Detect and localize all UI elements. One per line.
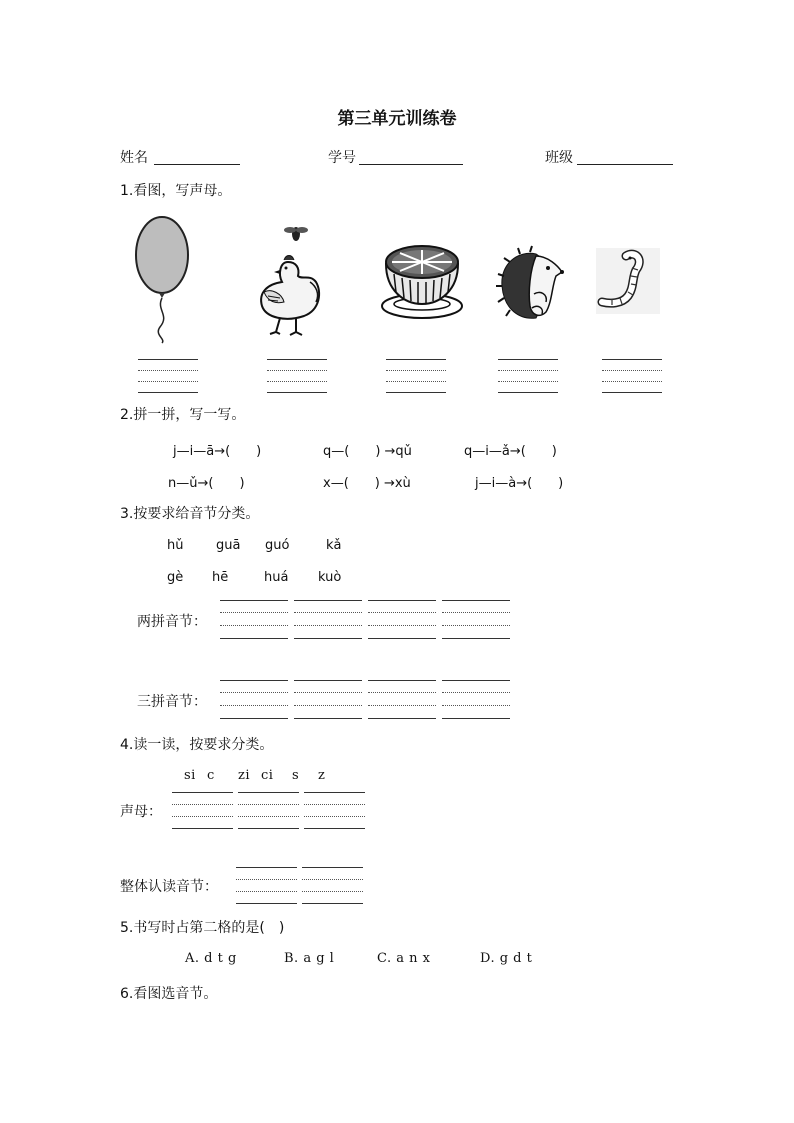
q3-two-grid-1[interactable] xyxy=(220,600,288,638)
hen-icon xyxy=(250,222,330,340)
q5-option-d[interactable]: D. g d t xyxy=(480,951,533,966)
whole-syllable-label: 整体认读音节： xyxy=(120,879,218,895)
q3-three-grid-4[interactable] xyxy=(442,680,510,718)
q4-initials-grid-3[interactable] xyxy=(304,792,365,828)
class-field[interactable] xyxy=(577,164,673,165)
q4-initials-grid-1[interactable] xyxy=(172,792,233,828)
q2-item: j—i—à→( ) xyxy=(475,476,564,491)
q1-answer-grid-5[interactable] xyxy=(602,359,662,392)
watermelon-bowl-icon xyxy=(380,240,466,322)
q6-heading: 6.看图选音节。 xyxy=(120,986,218,1002)
q4-initials-grid-2[interactable] xyxy=(238,792,299,828)
q4-item: ci xyxy=(261,768,274,783)
q5-option-b[interactable]: B. a g l xyxy=(284,951,335,966)
q4-item: s xyxy=(292,768,300,783)
hedgehog-icon xyxy=(496,246,566,322)
q1-answer-grid-3[interactable] xyxy=(386,359,446,392)
q4-whole-grid-1[interactable] xyxy=(236,867,297,903)
q1-answer-grid-1[interactable] xyxy=(138,359,198,392)
q1-answer-grid-2[interactable] xyxy=(267,359,327,392)
class-label: 班级 xyxy=(545,150,573,166)
name-field[interactable] xyxy=(154,164,240,165)
name-label: 姓名 xyxy=(120,150,148,166)
q4-item: zi xyxy=(238,768,251,783)
q3-two-grid-4[interactable] xyxy=(442,600,510,638)
q3-three-grid-3[interactable] xyxy=(368,680,436,718)
q2-item: q—i—ǎ→( ) xyxy=(464,444,557,459)
q3-syllable: gè xyxy=(167,570,184,585)
student-id-field[interactable] xyxy=(359,164,463,165)
q3-syllable: guó xyxy=(265,538,290,553)
q2-item: q—( ) →qǔ xyxy=(323,444,412,459)
q2-item: j—i—ā→( ) xyxy=(173,444,262,459)
q1-answer-grid-4[interactable] xyxy=(498,359,558,392)
q3-two-grid-3[interactable] xyxy=(368,600,436,638)
q1-heading: 1.看图，写声母。 xyxy=(120,183,232,199)
q4-whole-grid-2[interactable] xyxy=(302,867,363,903)
q4-item: c xyxy=(207,768,215,783)
q3-heading: 3.按要求给音节分类。 xyxy=(120,506,260,522)
q4-item: z xyxy=(318,768,326,783)
q5-option-a[interactable]: A. d t g xyxy=(185,951,237,966)
q3-syllable: hē xyxy=(212,570,229,585)
q3-three-grid-2[interactable] xyxy=(294,680,362,718)
q3-syllable: huá xyxy=(264,570,289,585)
q2-heading: 2.拼一拼，写一写。 xyxy=(120,407,246,423)
q2-item: n—ǔ→( ) xyxy=(168,476,245,491)
q5-option-c[interactable]: C. a n x xyxy=(377,951,431,966)
student-id-label: 学号 xyxy=(328,150,356,166)
caterpillar-icon xyxy=(596,248,660,314)
q3-syllable: kuò xyxy=(318,570,342,585)
balloon-icon xyxy=(132,215,196,345)
two-part-syllable-label: 两拼音节： xyxy=(137,614,207,630)
q3-syllable: hǔ xyxy=(167,538,184,553)
q3-three-grid-1[interactable] xyxy=(220,680,288,718)
q3-syllable: kǎ xyxy=(326,538,342,553)
q3-two-grid-2[interactable] xyxy=(294,600,362,638)
q5-heading: 5.书写时占第二格的是( ) xyxy=(120,920,285,936)
page-title: 第三单元训练卷 xyxy=(337,109,457,129)
three-part-syllable-label: 三拼音节： xyxy=(137,694,207,710)
q2-item: x—( ) →xù xyxy=(323,476,411,491)
initials-label: 声母： xyxy=(120,804,162,820)
q3-syllable: guā xyxy=(216,538,241,553)
q4-item: si xyxy=(184,768,196,783)
q4-heading: 4.读一读，按要求分类。 xyxy=(120,737,274,753)
